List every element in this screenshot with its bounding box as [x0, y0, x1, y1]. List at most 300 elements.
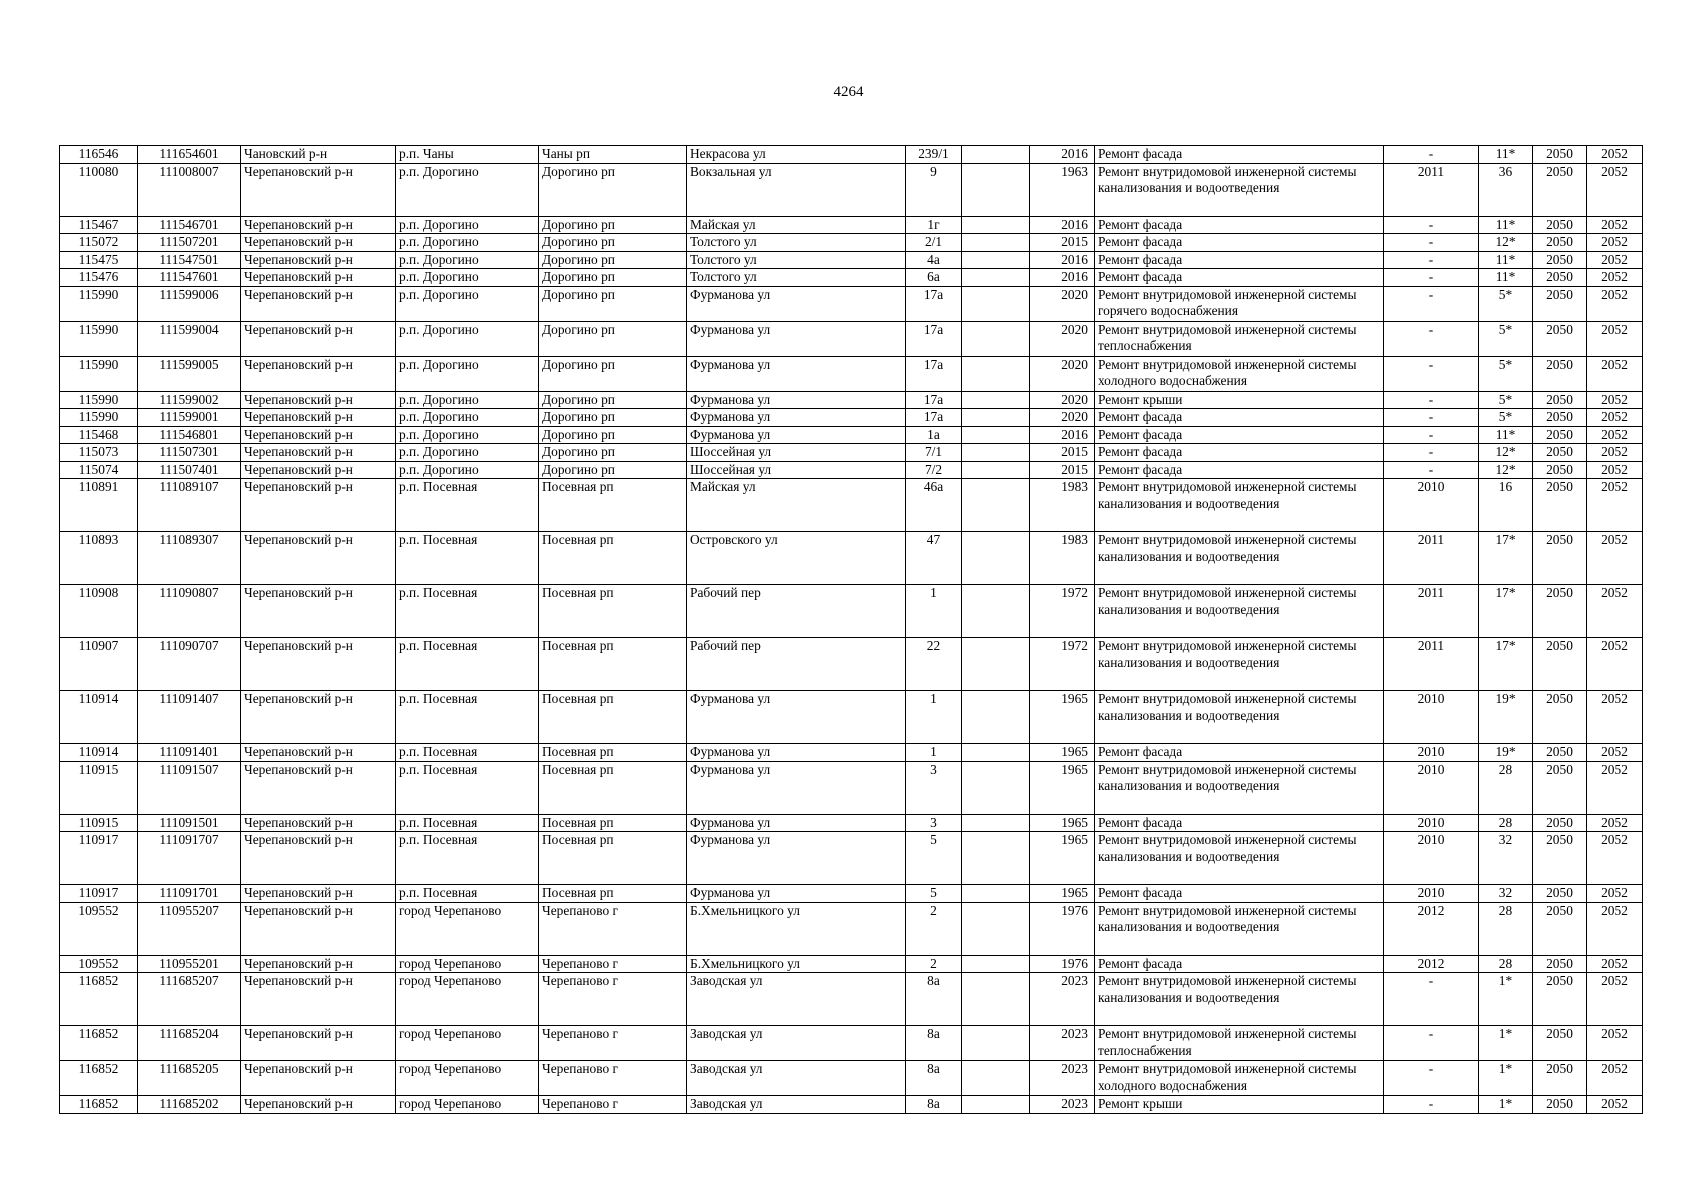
cell-code: 111091507: [138, 761, 241, 814]
cell-settlement: р.п. Дорогино: [396, 234, 539, 252]
cell-code: 111091401: [138, 744, 241, 762]
cell-plan-start: 2050: [1533, 286, 1587, 321]
cell-wear: 11*: [1479, 216, 1533, 234]
cell-work-type: Ремонт фасада: [1095, 409, 1384, 427]
table-row: [60, 216, 1643, 234]
cell-district: Чановский р-н: [241, 146, 396, 164]
cell-build-year: 1965: [1030, 832, 1095, 885]
table-row: [60, 814, 1643, 832]
cell-id: 110917: [60, 832, 138, 885]
cell-street: Фурманова ул: [687, 691, 906, 744]
cell-last-repair-year: -: [1384, 146, 1479, 164]
cell-plan-start: 2050: [1533, 744, 1587, 762]
cell-id: 115072: [60, 234, 138, 252]
cell-house: 5: [906, 885, 962, 903]
cell-build-year: 2020: [1030, 391, 1095, 409]
cell-id: 115476: [60, 269, 138, 287]
cell-plan-end: 2052: [1587, 885, 1643, 903]
cell-plan-end: 2052: [1587, 321, 1643, 356]
cell-build-year: 2016: [1030, 251, 1095, 269]
cell-district: Черепановский р-н: [241, 479, 396, 532]
cell-plan-start: 2050: [1533, 444, 1587, 462]
cell-id: 109552: [60, 902, 138, 955]
cell-code: 111091407: [138, 691, 241, 744]
cell-code: 111008007: [138, 163, 241, 216]
cell-locality: Дорогино рп: [539, 234, 687, 252]
cell-last-repair-year: -: [1384, 356, 1479, 391]
cell-col8: [962, 532, 1030, 585]
cell-settlement: р.п. Посевная: [396, 638, 539, 691]
cell-wear: 17*: [1479, 532, 1533, 585]
cell-last-repair-year: 2010: [1384, 691, 1479, 744]
cell-build-year: 2020: [1030, 321, 1095, 356]
cell-settlement: р.п. Дорогино: [396, 251, 539, 269]
cell-settlement: р.п. Дорогино: [396, 321, 539, 356]
cell-last-repair-year: -: [1384, 973, 1479, 1026]
cell-work-type: Ремонт внутридомовой инженерной системы холодного водоснабжения: [1095, 356, 1384, 391]
cell-build-year: 1983: [1030, 479, 1095, 532]
cell-district: Черепановский р-н: [241, 973, 396, 1026]
table-row: [60, 761, 1643, 814]
cell-build-year: 1965: [1030, 691, 1095, 744]
cell-col8: [962, 1026, 1030, 1061]
table-row: [60, 356, 1643, 391]
cell-house: 1: [906, 744, 962, 762]
cell-id: 110915: [60, 814, 138, 832]
cell-settlement: р.п. Посевная: [396, 479, 539, 532]
cell-street: Фурманова ул: [687, 286, 906, 321]
cell-code: 111685204: [138, 1026, 241, 1061]
cell-district: Черепановский р-н: [241, 444, 396, 462]
cell-code: 111547501: [138, 251, 241, 269]
cell-last-repair-year: 2010: [1384, 814, 1479, 832]
cell-plan-start: 2050: [1533, 479, 1587, 532]
cell-settlement: город Черепаново: [396, 973, 539, 1026]
cell-house: 17а: [906, 286, 962, 321]
cell-house: 2: [906, 902, 962, 955]
cell-work-type: Ремонт фасада: [1095, 269, 1384, 287]
cell-build-year: 2015: [1030, 461, 1095, 479]
cell-house: 7/1: [906, 444, 962, 462]
cell-code: 111091707: [138, 832, 241, 885]
cell-street: Фурманова ул: [687, 426, 906, 444]
table-row: [60, 391, 1643, 409]
cell-col8: [962, 832, 1030, 885]
cell-plan-start: 2050: [1533, 902, 1587, 955]
cell-plan-start: 2050: [1533, 973, 1587, 1026]
cell-col8: [962, 391, 1030, 409]
cell-plan-start: 2050: [1533, 426, 1587, 444]
cell-id: 115990: [60, 409, 138, 427]
cell-house: 1: [906, 585, 962, 638]
cell-build-year: 2023: [1030, 973, 1095, 1026]
cell-district: Черепановский р-н: [241, 356, 396, 391]
cell-district: Черепановский р-н: [241, 1026, 396, 1061]
cell-wear: 5*: [1479, 321, 1533, 356]
cell-work-type: Ремонт внутридомовой инженерной системы канализования и водоотведения: [1095, 973, 1384, 1026]
cell-code: 111507401: [138, 461, 241, 479]
cell-settlement: р.п. Дорогино: [396, 216, 539, 234]
cell-plan-end: 2052: [1587, 163, 1643, 216]
cell-house: 3: [906, 814, 962, 832]
cell-id: 116852: [60, 1026, 138, 1061]
cell-locality: Черепаново г: [539, 1096, 687, 1114]
cell-locality: Посевная рп: [539, 585, 687, 638]
cell-plan-start: 2050: [1533, 146, 1587, 164]
cell-locality: Дорогино рп: [539, 391, 687, 409]
cell-work-type: Ремонт внутридомовой инженерной системы канализования и водоотведения: [1095, 691, 1384, 744]
cell-district: Черепановский р-н: [241, 585, 396, 638]
table-row: [60, 885, 1643, 903]
cell-street: Фурманова ул: [687, 409, 906, 427]
cell-col8: [962, 638, 1030, 691]
cell-plan-end: 2052: [1587, 973, 1643, 1026]
cell-id: 116852: [60, 973, 138, 1026]
cell-locality: Дорогино рп: [539, 216, 687, 234]
cell-id: 110914: [60, 744, 138, 762]
cell-work-type: Ремонт крыши: [1095, 1096, 1384, 1114]
cell-locality: Посевная рп: [539, 761, 687, 814]
table-row: [60, 321, 1643, 356]
cell-district: Черепановский р-н: [241, 163, 396, 216]
cell-id: 116852: [60, 1061, 138, 1096]
cell-work-type: Ремонт фасада: [1095, 146, 1384, 164]
cell-wear: 5*: [1479, 409, 1533, 427]
cell-house: 17а: [906, 321, 962, 356]
cell-house: 1а: [906, 426, 962, 444]
cell-plan-end: 2052: [1587, 426, 1643, 444]
cell-street: Фурманова ул: [687, 744, 906, 762]
cell-plan-start: 2050: [1533, 391, 1587, 409]
cell-house: 5: [906, 832, 962, 885]
cell-build-year: 1965: [1030, 761, 1095, 814]
cell-wear: 11*: [1479, 426, 1533, 444]
cell-street: Рабочий пер: [687, 585, 906, 638]
cell-build-year: 1976: [1030, 955, 1095, 973]
cell-district: Черепановский р-н: [241, 269, 396, 287]
table-row: [60, 286, 1643, 321]
cell-code: 111685207: [138, 973, 241, 1026]
cell-street: Рабочий пер: [687, 638, 906, 691]
cell-plan-end: 2052: [1587, 461, 1643, 479]
cell-street: Фурманова ул: [687, 832, 906, 885]
cell-id: 115468: [60, 426, 138, 444]
cell-last-repair-year: -: [1384, 444, 1479, 462]
cell-plan-end: 2052: [1587, 1061, 1643, 1096]
cell-col8: [962, 744, 1030, 762]
cell-plan-end: 2052: [1587, 391, 1643, 409]
cell-build-year: 2023: [1030, 1061, 1095, 1096]
cell-locality: Дорогино рп: [539, 163, 687, 216]
cell-col8: [962, 461, 1030, 479]
cell-id: 110907: [60, 638, 138, 691]
cell-plan-start: 2050: [1533, 356, 1587, 391]
cell-work-type: Ремонт фасада: [1095, 814, 1384, 832]
cell-last-repair-year: -: [1384, 1061, 1479, 1096]
cell-work-type: Ремонт крыши: [1095, 391, 1384, 409]
cell-settlement: город Черепаново: [396, 955, 539, 973]
cell-street: Б.Хмельницкого ул: [687, 902, 906, 955]
cell-last-repair-year: 2010: [1384, 479, 1479, 532]
cell-plan-start: 2050: [1533, 638, 1587, 691]
cell-work-type: Ремонт внутридомовой инженерной системы канализования и водоотведения: [1095, 479, 1384, 532]
cell-last-repair-year: 2012: [1384, 955, 1479, 973]
cell-wear: 1*: [1479, 1026, 1533, 1061]
cell-work-type: Ремонт внутридомовой инженерной системы канализования и водоотведения: [1095, 832, 1384, 885]
cell-plan-end: 2052: [1587, 444, 1643, 462]
cell-build-year: 2016: [1030, 216, 1095, 234]
cell-code: 111685205: [138, 1061, 241, 1096]
cell-work-type: Ремонт внутридомовой инженерной системы теплоснабжения: [1095, 1026, 1384, 1061]
cell-house: 22: [906, 638, 962, 691]
cell-street: Заводская ул: [687, 973, 906, 1026]
cell-wear: 17*: [1479, 585, 1533, 638]
cell-plan-end: 2052: [1587, 814, 1643, 832]
cell-plan-end: 2052: [1587, 234, 1643, 252]
cell-house: 1: [906, 691, 962, 744]
cell-plan-end: 2052: [1587, 585, 1643, 638]
cell-code: 111507301: [138, 444, 241, 462]
cell-build-year: 1965: [1030, 744, 1095, 762]
cell-house: 4а: [906, 251, 962, 269]
table-row: [60, 461, 1643, 479]
cell-house: 17а: [906, 409, 962, 427]
repair-schedule-table: [59, 145, 1643, 1114]
cell-plan-start: 2050: [1533, 532, 1587, 585]
cell-plan-end: 2052: [1587, 146, 1643, 164]
cell-id: 115990: [60, 286, 138, 321]
cell-district: Черепановский р-н: [241, 391, 396, 409]
cell-build-year: 1965: [1030, 814, 1095, 832]
cell-district: Черепановский р-н: [241, 461, 396, 479]
cell-last-repair-year: -: [1384, 409, 1479, 427]
cell-wear: 36: [1479, 163, 1533, 216]
table-row: [60, 973, 1643, 1026]
cell-col8: [962, 163, 1030, 216]
table-row: [60, 146, 1643, 164]
cell-plan-start: 2050: [1533, 761, 1587, 814]
cell-locality: Дорогино рп: [539, 426, 687, 444]
cell-plan-start: 2050: [1533, 269, 1587, 287]
cell-wear: 17*: [1479, 638, 1533, 691]
table-row: [60, 1026, 1643, 1061]
cell-col8: [962, 234, 1030, 252]
cell-street: Фурманова ул: [687, 885, 906, 903]
cell-code: 111599005: [138, 356, 241, 391]
cell-locality: Черепаново г: [539, 1026, 687, 1061]
cell-house: 8а: [906, 973, 962, 1026]
table-row: [60, 251, 1643, 269]
cell-col8: [962, 321, 1030, 356]
cell-code: 110955201: [138, 955, 241, 973]
cell-street: Островского ул: [687, 532, 906, 585]
cell-settlement: р.п. Посевная: [396, 832, 539, 885]
cell-settlement: р.п. Дорогино: [396, 409, 539, 427]
cell-col8: [962, 409, 1030, 427]
cell-settlement: р.п. Дорогино: [396, 461, 539, 479]
cell-last-repair-year: -: [1384, 234, 1479, 252]
cell-wear: 5*: [1479, 391, 1533, 409]
cell-locality: Посевная рп: [539, 814, 687, 832]
cell-plan-end: 2052: [1587, 409, 1643, 427]
table-row: [60, 426, 1643, 444]
cell-work-type: Ремонт фасада: [1095, 216, 1384, 234]
cell-wear: 32: [1479, 885, 1533, 903]
cell-last-repair-year: -: [1384, 1026, 1479, 1061]
cell-col8: [962, 444, 1030, 462]
cell-plan-end: 2052: [1587, 269, 1643, 287]
cell-plan-end: 2052: [1587, 691, 1643, 744]
cell-id: 116546: [60, 146, 138, 164]
cell-col8: [962, 269, 1030, 287]
cell-col8: [962, 251, 1030, 269]
cell-code: 111685202: [138, 1096, 241, 1114]
cell-last-repair-year: -: [1384, 321, 1479, 356]
cell-plan-end: 2052: [1587, 251, 1643, 269]
cell-locality: Дорогино рп: [539, 409, 687, 427]
table-row: [60, 1061, 1643, 1096]
cell-wear: 5*: [1479, 356, 1533, 391]
cell-last-repair-year: 2010: [1384, 885, 1479, 903]
cell-district: Черепановский р-н: [241, 216, 396, 234]
cell-wear: 28: [1479, 814, 1533, 832]
cell-code: 111547601: [138, 269, 241, 287]
cell-id: 115073: [60, 444, 138, 462]
cell-settlement: р.п. Чаны: [396, 146, 539, 164]
cell-wear: 32: [1479, 832, 1533, 885]
cell-locality: Посевная рп: [539, 638, 687, 691]
cell-wear: 1*: [1479, 973, 1533, 1026]
cell-build-year: 2020: [1030, 409, 1095, 427]
cell-plan-end: 2052: [1587, 216, 1643, 234]
cell-plan-start: 2050: [1533, 585, 1587, 638]
cell-house: 239/1: [906, 146, 962, 164]
cell-id: 116852: [60, 1096, 138, 1114]
cell-settlement: город Черепаново: [396, 902, 539, 955]
cell-work-type: Ремонт внутридомовой инженерной системы канализования и водоотведения: [1095, 163, 1384, 216]
table-row: [60, 832, 1643, 885]
cell-plan-end: 2052: [1587, 286, 1643, 321]
cell-wear: 1*: [1479, 1061, 1533, 1096]
cell-locality: Дорогино рп: [539, 356, 687, 391]
cell-street: Заводская ул: [687, 1026, 906, 1061]
cell-street: Заводская ул: [687, 1096, 906, 1114]
cell-col8: [962, 286, 1030, 321]
cell-plan-end: 2052: [1587, 744, 1643, 762]
cell-last-repair-year: 2010: [1384, 744, 1479, 762]
cell-code: 111599002: [138, 391, 241, 409]
cell-street: Фурманова ул: [687, 391, 906, 409]
cell-street: Некрасова ул: [687, 146, 906, 164]
cell-last-repair-year: -: [1384, 216, 1479, 234]
cell-wear: 11*: [1479, 146, 1533, 164]
cell-work-type: Ремонт фасада: [1095, 885, 1384, 903]
cell-street: Фурманова ул: [687, 356, 906, 391]
cell-locality: Дорогино рп: [539, 444, 687, 462]
cell-district: Черепановский р-н: [241, 1096, 396, 1114]
cell-id: 110914: [60, 691, 138, 744]
cell-last-repair-year: 2010: [1384, 761, 1479, 814]
cell-plan-end: 2052: [1587, 479, 1643, 532]
cell-code: 111089107: [138, 479, 241, 532]
cell-settlement: р.п. Посевная: [396, 814, 539, 832]
cell-street: Толстого ул: [687, 234, 906, 252]
cell-district: Черепановский р-н: [241, 409, 396, 427]
cell-street: Фурманова ул: [687, 814, 906, 832]
cell-last-repair-year: 2011: [1384, 163, 1479, 216]
cell-last-repair-year: 2011: [1384, 532, 1479, 585]
cell-work-type: Ремонт внутридомовой инженерной системы канализования и водоотведения: [1095, 532, 1384, 585]
cell-settlement: р.п. Дорогино: [396, 391, 539, 409]
cell-district: Черепановский р-н: [241, 426, 396, 444]
cell-last-repair-year: -: [1384, 269, 1479, 287]
table-row: [60, 479, 1643, 532]
cell-district: Черепановский р-н: [241, 955, 396, 973]
cell-street: Фурманова ул: [687, 761, 906, 814]
cell-district: Черепановский р-н: [241, 321, 396, 356]
cell-work-type: Ремонт внутридомовой инженерной системы холодного водоснабжения: [1095, 1061, 1384, 1096]
cell-wear: 19*: [1479, 691, 1533, 744]
cell-street: Фурманова ул: [687, 321, 906, 356]
cell-street: Майская ул: [687, 479, 906, 532]
cell-build-year: 2016: [1030, 146, 1095, 164]
cell-id: 115990: [60, 356, 138, 391]
cell-street: Заводская ул: [687, 1061, 906, 1096]
cell-code: 111507201: [138, 234, 241, 252]
cell-last-repair-year: -: [1384, 461, 1479, 479]
cell-house: 8а: [906, 1096, 962, 1114]
cell-street: Вокзальная ул: [687, 163, 906, 216]
cell-plan-start: 2050: [1533, 885, 1587, 903]
cell-district: Черепановский р-н: [241, 761, 396, 814]
cell-house: 8а: [906, 1026, 962, 1061]
cell-house: 17а: [906, 356, 962, 391]
cell-id: 115475: [60, 251, 138, 269]
cell-plan-end: 2052: [1587, 532, 1643, 585]
cell-locality: Посевная рп: [539, 832, 687, 885]
cell-work-type: Ремонт фасада: [1095, 426, 1384, 444]
cell-build-year: 2016: [1030, 426, 1095, 444]
table-row: [60, 955, 1643, 973]
cell-settlement: р.п. Дорогино: [396, 356, 539, 391]
cell-last-repair-year: -: [1384, 1096, 1479, 1114]
cell-house: 8а: [906, 1061, 962, 1096]
cell-id: 110080: [60, 163, 138, 216]
cell-col8: [962, 955, 1030, 973]
cell-district: Черепановский р-н: [241, 1061, 396, 1096]
cell-house: 2: [906, 955, 962, 973]
cell-street: Толстого ул: [687, 269, 906, 287]
cell-locality: Посевная рп: [539, 532, 687, 585]
cell-plan-end: 2052: [1587, 902, 1643, 955]
cell-district: Черепановский р-н: [241, 251, 396, 269]
cell-locality: Дорогино рп: [539, 251, 687, 269]
table-row: [60, 409, 1643, 427]
cell-settlement: р.п. Посевная: [396, 885, 539, 903]
table-row: [60, 269, 1643, 287]
cell-col8: [962, 146, 1030, 164]
cell-id: 115467: [60, 216, 138, 234]
cell-col8: [962, 814, 1030, 832]
cell-street: Шоссейная ул: [687, 444, 906, 462]
cell-col8: [962, 973, 1030, 1026]
cell-col8: [962, 216, 1030, 234]
cell-wear: 11*: [1479, 269, 1533, 287]
cell-code: 111654601: [138, 146, 241, 164]
cell-locality: Посевная рп: [539, 479, 687, 532]
cell-col8: [962, 1061, 1030, 1096]
cell-work-type: Ремонт фасада: [1095, 955, 1384, 973]
